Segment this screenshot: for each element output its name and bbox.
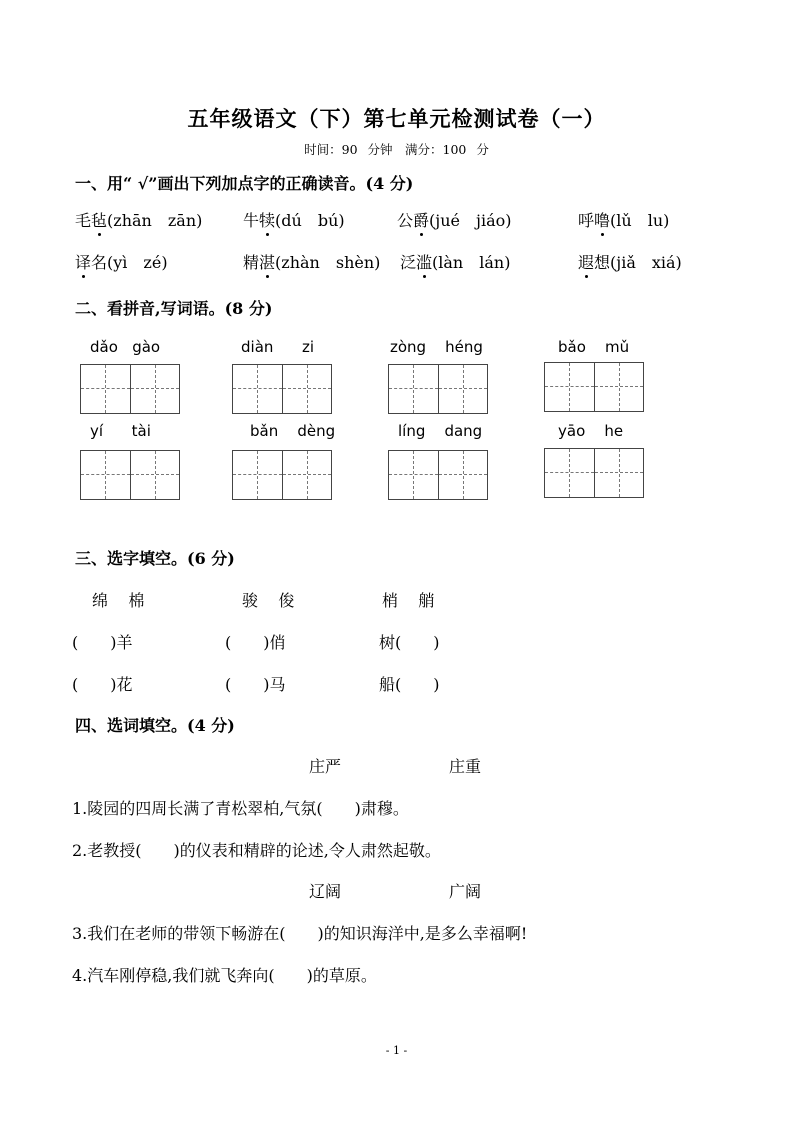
section1-heading: 一、用“ √”画出下列加点字的正确读音。(4 分) bbox=[75, 174, 414, 193]
s1-item-5: 译名(yì zé) bbox=[75, 250, 168, 273]
writing-grid[interactable] bbox=[544, 362, 644, 412]
grid-cell[interactable] bbox=[130, 451, 179, 499]
fill-blank[interactable]: 船( ) bbox=[379, 675, 440, 694]
fill-blank[interactable]: ( )马 bbox=[225, 675, 286, 694]
pinyin-1: dǎo gào bbox=[90, 338, 161, 356]
pinyin-6: bǎn dèng bbox=[250, 422, 336, 440]
pinyin-5: yí tài bbox=[90, 422, 151, 440]
grid-cell[interactable] bbox=[282, 365, 331, 413]
exam-meta: 时间：90 分钟 满分：100 分 bbox=[304, 142, 489, 157]
s1-item-1: 毛毡(zhān zān) bbox=[75, 208, 202, 231]
dotted-char: 犊 bbox=[259, 208, 275, 231]
pinyin-7: líng dang bbox=[398, 422, 483, 440]
pinyin-2: diàn zi bbox=[241, 338, 315, 356]
writing-grid[interactable] bbox=[232, 364, 332, 414]
word-option: 辽阔 bbox=[309, 882, 342, 901]
fill-blank[interactable]: ( )俏 bbox=[225, 633, 286, 652]
char-options-2: 骏 俊 bbox=[242, 591, 295, 610]
page-title: 五年级语文（下）第七单元检测试卷（一） bbox=[187, 106, 606, 131]
char-options-3: 梢 艄 bbox=[382, 591, 435, 610]
fill-blank[interactable]: ( )花 bbox=[72, 675, 133, 694]
s1-item-6: 精湛(zhàn shèn) bbox=[243, 250, 380, 273]
writing-grid[interactable] bbox=[232, 450, 332, 500]
grid-cell[interactable] bbox=[81, 365, 130, 413]
s1-item-2: 牛犊(dú bú) bbox=[243, 208, 345, 231]
grid-cell[interactable] bbox=[130, 365, 179, 413]
fill-blank[interactable]: 树( ) bbox=[379, 633, 440, 652]
writing-grid[interactable] bbox=[544, 448, 644, 498]
word-option: 广阔 bbox=[449, 882, 482, 901]
section3-heading: 三、选字填空。(6 分) bbox=[75, 549, 235, 568]
grid-cell[interactable] bbox=[389, 451, 438, 499]
s1-item-7: 泛滥(làn lán) bbox=[400, 250, 510, 273]
question-4: 4.汽车刚停稳,我们就飞奔向( )的草原。 bbox=[72, 966, 377, 985]
section4-heading: 四、选词填空。(4 分) bbox=[75, 716, 235, 735]
grid-cell[interactable] bbox=[233, 365, 282, 413]
grid-cell[interactable] bbox=[282, 451, 331, 499]
pinyin-4: bǎo mǔ bbox=[558, 338, 630, 356]
writing-grid[interactable] bbox=[80, 450, 180, 500]
dotted-char: 遐 bbox=[578, 250, 594, 273]
question-1: 1.陵园的四周长满了青松翠柏,气氛( )肃穆。 bbox=[72, 799, 409, 818]
grid-cell[interactable] bbox=[594, 449, 643, 497]
dotted-char: 毡 bbox=[91, 208, 107, 231]
pinyin-3: zòng héng bbox=[390, 338, 483, 356]
word-option: 庄严 bbox=[309, 757, 342, 776]
s1-item-8: 遐想(jiǎ xiá) bbox=[578, 250, 682, 273]
page-number: - 1 - bbox=[385, 1044, 408, 1057]
dotted-char: 滥 bbox=[416, 250, 432, 273]
s1-item-3: 公爵(jué jiáo) bbox=[397, 208, 512, 231]
writing-grid[interactable] bbox=[388, 364, 488, 414]
writing-grid[interactable] bbox=[388, 450, 488, 500]
writing-grid[interactable] bbox=[80, 364, 180, 414]
grid-cell[interactable] bbox=[594, 363, 643, 411]
grid-cell[interactable] bbox=[81, 451, 130, 499]
char-options-1: 绵 棉 bbox=[92, 591, 145, 610]
grid-cell[interactable] bbox=[545, 449, 594, 497]
section2-heading: 二、看拼音,写词语。(8 分) bbox=[75, 299, 273, 318]
dotted-char: 译 bbox=[75, 250, 91, 273]
grid-cell[interactable] bbox=[233, 451, 282, 499]
word-option: 庄重 bbox=[449, 757, 482, 776]
grid-cell[interactable] bbox=[438, 451, 487, 499]
fill-blank[interactable]: ( )羊 bbox=[72, 633, 133, 652]
question-3: 3.我们在老师的带领下畅游在( )的知识海洋中,是多么幸福啊! bbox=[72, 924, 528, 943]
dotted-char: 爵 bbox=[413, 208, 429, 231]
dotted-char: 噜 bbox=[594, 208, 610, 231]
grid-cell[interactable] bbox=[545, 363, 594, 411]
dotted-char: 湛 bbox=[259, 250, 275, 273]
grid-cell[interactable] bbox=[438, 365, 487, 413]
s1-item-4: 呼噜(lǔ lu) bbox=[578, 208, 669, 231]
question-2: 2.老教授( )的仪表和精辟的论述,令人肃然起敬。 bbox=[72, 841, 441, 860]
pinyin-8: yāo he bbox=[558, 422, 624, 440]
grid-cell[interactable] bbox=[389, 365, 438, 413]
